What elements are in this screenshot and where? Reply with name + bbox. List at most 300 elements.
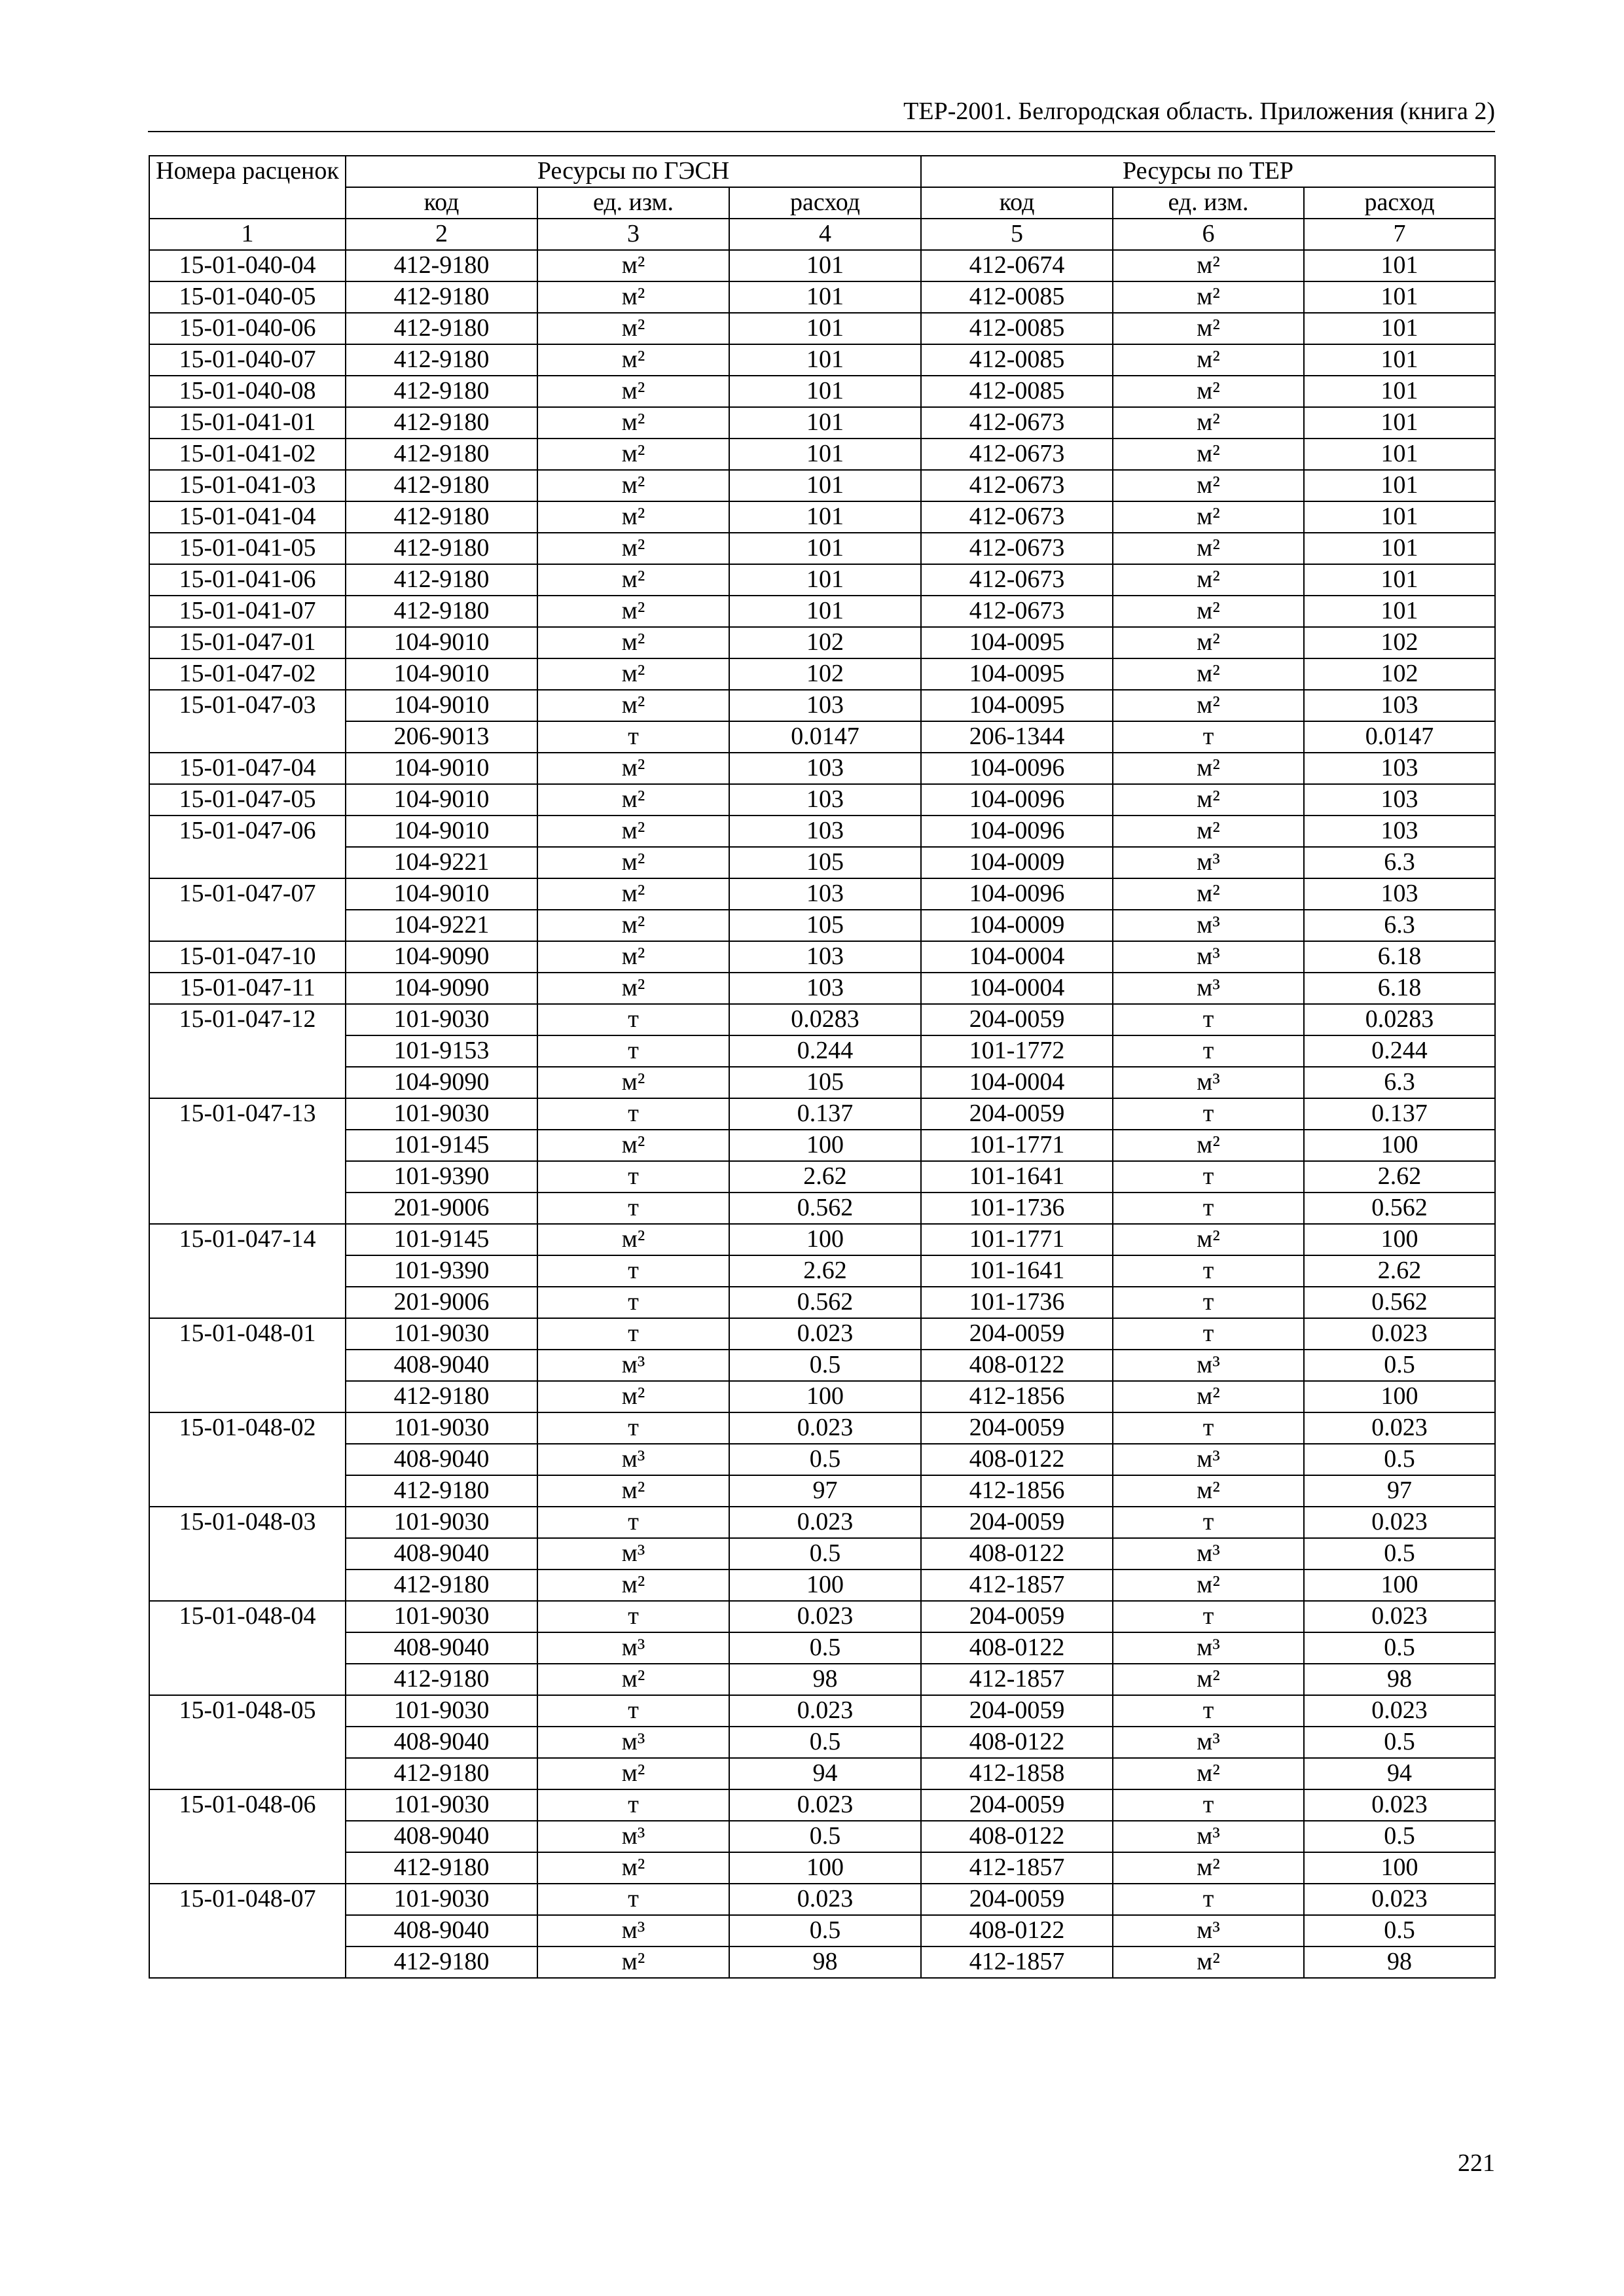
table-row: [149, 658, 1495, 690]
gesn-code-cell: 408-9040: [346, 1821, 537, 1852]
gesn-code-cell: 412-9180: [346, 1475, 537, 1507]
table-row: [149, 847, 1495, 878]
ter-code-cell: 104-0009: [921, 910, 1113, 941]
gesn-unit-cell: м²: [537, 753, 729, 784]
gesn-unit-cell: т: [537, 1035, 729, 1067]
column-number: 7: [1304, 219, 1495, 250]
ter-consumption-cell: 0.5: [1304, 1915, 1495, 1946]
table-row: [149, 1601, 1495, 1632]
ter-code-cell: 206-1344: [921, 721, 1113, 753]
table-row: [149, 941, 1495, 973]
gesn-code-cell: 101-9390: [346, 1255, 537, 1287]
gesn-code-cell: 408-9040: [346, 1915, 537, 1946]
ter-consumption-cell: 97: [1304, 1475, 1495, 1507]
ter-unit-cell: т: [1113, 1098, 1304, 1130]
ter-code-cell: 412-0673: [921, 533, 1113, 564]
table-row: [149, 1287, 1495, 1318]
gesn-code-cell: 412-9180: [346, 344, 537, 376]
ter-consumption-cell: 101: [1304, 439, 1495, 470]
column-number: 3: [537, 219, 729, 250]
gesn-consumption-cell: 0.5: [729, 1727, 921, 1758]
gesn-consumption-cell: 0.137: [729, 1098, 921, 1130]
ter-consumption-cell: 0.0283: [1304, 1004, 1495, 1035]
ter-consumption-cell: 2.62: [1304, 1161, 1495, 1193]
gesn-unit-cell: т: [537, 1601, 729, 1632]
table-row: [149, 910, 1495, 941]
gesn-unit-cell: м²: [537, 596, 729, 627]
ter-unit-cell: м²: [1113, 816, 1304, 847]
page-number: 221: [1458, 2149, 1495, 2177]
gesn-consumption-cell: 97: [729, 1475, 921, 1507]
gesn-code-cell: 408-9040: [346, 1350, 537, 1381]
page-header-title: ТЕР-2001. Белгородская область. Приложения (книга 2): [903, 98, 1495, 125]
rate-number-cell: [149, 910, 346, 941]
rate-number-cell: [149, 1538, 346, 1570]
ter-consumption-cell: 0.5: [1304, 1821, 1495, 1852]
gesn-consumption-cell: 105: [729, 847, 921, 878]
rate-number-cell: 15-01-047-12: [149, 1004, 346, 1035]
ter-unit-cell: м³: [1113, 847, 1304, 878]
header-rate-numbers: Номера расценок: [149, 156, 346, 219]
rate-number-cell: 15-01-047-11: [149, 973, 346, 1004]
ter-code-cell: 412-0085: [921, 344, 1113, 376]
ter-code-cell: 412-1856: [921, 1381, 1113, 1412]
rate-number-cell: 15-01-047-02: [149, 658, 346, 690]
ter-code-cell: 412-0673: [921, 470, 1113, 501]
ter-consumption-cell: 0.023: [1304, 1318, 1495, 1350]
rate-number-cell: [149, 1444, 346, 1475]
table-row: [149, 501, 1495, 533]
ter-unit-cell: т: [1113, 1695, 1304, 1727]
gesn-unit-cell: м²: [537, 313, 729, 344]
gesn-unit-cell: м²: [537, 439, 729, 470]
gesn-unit-cell: м³: [537, 1915, 729, 1946]
ter-consumption-cell: 103: [1304, 878, 1495, 910]
gesn-code-cell: 412-9180: [346, 501, 537, 533]
gesn-consumption-cell: 100: [729, 1224, 921, 1255]
rate-number-cell: 15-01-040-04: [149, 250, 346, 281]
gesn-consumption-cell: 100: [729, 1130, 921, 1161]
gesn-code-cell: 101-9030: [346, 1004, 537, 1035]
ter-code-cell: 412-1857: [921, 1946, 1113, 1978]
ter-consumption-cell: 101: [1304, 376, 1495, 407]
ter-consumption-cell: 0.5: [1304, 1538, 1495, 1570]
gesn-unit-cell: м²: [537, 533, 729, 564]
gesn-unit-cell: м²: [537, 281, 729, 313]
gesn-code-cell: 104-9010: [346, 784, 537, 816]
ter-consumption-cell: 2.62: [1304, 1255, 1495, 1287]
gesn-consumption-cell: 0.023: [729, 1507, 921, 1538]
gesn-code-cell: 101-9145: [346, 1224, 537, 1255]
ter-code-cell: 204-0059: [921, 1412, 1113, 1444]
ter-unit-cell: м³: [1113, 1538, 1304, 1570]
ter-unit-cell: м²: [1113, 596, 1304, 627]
gesn-code-cell: 101-9145: [346, 1130, 537, 1161]
ter-consumption-cell: 0.562: [1304, 1193, 1495, 1224]
ter-code-cell: 412-0673: [921, 501, 1113, 533]
ter-consumption-cell: 103: [1304, 753, 1495, 784]
ter-code-cell: 412-0085: [921, 376, 1113, 407]
gesn-code-cell: 101-9030: [346, 1507, 537, 1538]
resources-table: [149, 155, 1496, 1979]
ter-consumption-cell: 0.0147: [1304, 721, 1495, 753]
ter-unit-cell: м²: [1113, 1664, 1304, 1695]
ter-code-cell: 104-0096: [921, 753, 1113, 784]
ter-consumption-cell: 101: [1304, 501, 1495, 533]
gesn-code-cell: 412-9180: [346, 1852, 537, 1884]
gesn-consumption-cell: 0.5: [729, 1915, 921, 1946]
rate-number-cell: 15-01-040-06: [149, 313, 346, 344]
ter-code-cell: 408-0122: [921, 1727, 1113, 1758]
ter-code-cell: 412-1857: [921, 1852, 1113, 1884]
table-row: [149, 784, 1495, 816]
gesn-unit-cell: м²: [537, 564, 729, 596]
gesn-consumption-cell: 0.5: [729, 1632, 921, 1664]
gesn-unit-cell: м²: [537, 784, 729, 816]
gesn-code-cell: 412-9180: [346, 281, 537, 313]
ter-consumption-cell: 6.3: [1304, 847, 1495, 878]
table-row: [149, 1789, 1495, 1821]
ter-unit-cell: м²: [1113, 1570, 1304, 1601]
table-row: [149, 1444, 1495, 1475]
table-row: [149, 439, 1495, 470]
ter-code-cell: 204-0059: [921, 1318, 1113, 1350]
rate-number-cell: 15-01-041-02: [149, 439, 346, 470]
table-head: [149, 156, 1495, 250]
gesn-consumption-cell: 0.023: [729, 1695, 921, 1727]
gesn-consumption-cell: 0.0283: [729, 1004, 921, 1035]
table-row: [149, 1915, 1495, 1946]
ter-consumption-cell: 101: [1304, 250, 1495, 281]
gesn-unit-cell: м²: [537, 1224, 729, 1255]
rate-number-cell: [149, 721, 346, 753]
ter-unit-cell: м²: [1113, 1475, 1304, 1507]
table-row: [149, 533, 1495, 564]
rate-number-cell: [149, 1852, 346, 1884]
ter-unit-cell: м²: [1113, 1758, 1304, 1789]
ter-unit-cell: м²: [1113, 878, 1304, 910]
ter-unit-cell: м²: [1113, 533, 1304, 564]
table-row: [149, 1946, 1495, 1978]
gesn-unit-cell: м³: [537, 1632, 729, 1664]
ter-consumption-cell: 6.18: [1304, 973, 1495, 1004]
gesn-unit-cell: м²: [537, 690, 729, 721]
rate-number-cell: [149, 1130, 346, 1161]
ter-code-cell: 101-1772: [921, 1035, 1113, 1067]
ter-code-cell: 412-1857: [921, 1664, 1113, 1695]
table-row: [149, 1695, 1495, 1727]
rate-number-cell: [149, 1161, 346, 1193]
table-row: [149, 1318, 1495, 1350]
gesn-unit-cell: т: [537, 721, 729, 753]
gesn-consumption-cell: 0.5: [729, 1538, 921, 1570]
ter-code-cell: 204-0059: [921, 1507, 1113, 1538]
ter-unit-cell: т: [1113, 1601, 1304, 1632]
rate-number-cell: 15-01-047-14: [149, 1224, 346, 1255]
gesn-unit-cell: м²: [537, 407, 729, 439]
gesn-code-cell: 104-9010: [346, 627, 537, 658]
ter-consumption-cell: 0.023: [1304, 1601, 1495, 1632]
ter-code-cell: 104-0004: [921, 1067, 1113, 1098]
gesn-unit-cell: м²: [537, 470, 729, 501]
gesn-code-cell: 101-9030: [346, 1789, 537, 1821]
gesn-unit-cell: т: [537, 1161, 729, 1193]
ter-code-cell: 204-0059: [921, 1789, 1113, 1821]
gesn-code-cell: 412-9180: [346, 376, 537, 407]
column-number: 1: [149, 219, 346, 250]
ter-unit-cell: м³: [1113, 910, 1304, 941]
rate-number-cell: 15-01-041-07: [149, 596, 346, 627]
gesn-consumption-cell: 101: [729, 564, 921, 596]
ter-consumption-cell: 0.137: [1304, 1098, 1495, 1130]
ter-unit-cell: м²: [1113, 784, 1304, 816]
gesn-consumption-cell: 101: [729, 376, 921, 407]
rate-number-cell: [149, 1570, 346, 1601]
ter-unit-cell: м³: [1113, 1632, 1304, 1664]
table-row: [149, 1852, 1495, 1884]
ter-consumption-cell: 0.023: [1304, 1884, 1495, 1915]
gesn-code-cell: 101-9030: [346, 1884, 537, 1915]
rate-number-cell: 15-01-047-05: [149, 784, 346, 816]
gesn-unit-cell: м³: [537, 1821, 729, 1852]
column-number: 4: [729, 219, 921, 250]
ter-code-cell: 408-0122: [921, 1350, 1113, 1381]
ter-consumption-cell: 0.023: [1304, 1695, 1495, 1727]
gesn-unit-cell: м²: [537, 658, 729, 690]
table-row: [149, 1193, 1495, 1224]
ter-unit-cell: т: [1113, 1035, 1304, 1067]
ter-code-cell: 204-0059: [921, 1601, 1113, 1632]
gesn-unit-cell: м²: [537, 1067, 729, 1098]
gesn-code-cell: 101-9030: [346, 1412, 537, 1444]
gesn-consumption-cell: 101: [729, 439, 921, 470]
ter-unit-cell: т: [1113, 1789, 1304, 1821]
ter-consumption-cell: 98: [1304, 1664, 1495, 1695]
gesn-unit-cell: м²: [537, 816, 729, 847]
ter-unit-cell: т: [1113, 1255, 1304, 1287]
gesn-consumption-cell: 103: [729, 941, 921, 973]
ter-consumption-cell: 102: [1304, 658, 1495, 690]
gesn-code-cell: 104-9090: [346, 941, 537, 973]
rate-number-cell: [149, 1821, 346, 1852]
ter-unit-cell: т: [1113, 1004, 1304, 1035]
gesn-consumption-cell: 101: [729, 313, 921, 344]
rate-number-cell: [149, 1946, 346, 1978]
table-row: [149, 564, 1495, 596]
gesn-code-cell: 101-9030: [346, 1695, 537, 1727]
gesn-unit-cell: м²: [537, 910, 729, 941]
gesn-code-cell: 408-9040: [346, 1444, 537, 1475]
table-row: [149, 1475, 1495, 1507]
rate-number-cell: [149, 1255, 346, 1287]
gesn-unit-cell: м²: [537, 847, 729, 878]
rate-number-cell: 15-01-041-01: [149, 407, 346, 439]
ter-code-cell: 408-0122: [921, 1821, 1113, 1852]
gesn-unit-cell: т: [537, 1193, 729, 1224]
gesn-code-cell: 101-9030: [346, 1098, 537, 1130]
rate-number-cell: 15-01-047-07: [149, 878, 346, 910]
rate-number-cell: 15-01-040-05: [149, 281, 346, 313]
rate-number-cell: [149, 847, 346, 878]
gesn-consumption-cell: 103: [729, 973, 921, 1004]
gesn-unit-cell: т: [537, 1507, 729, 1538]
ter-consumption-cell: 0.023: [1304, 1789, 1495, 1821]
gesn-code-cell: 104-9010: [346, 878, 537, 910]
ter-code-cell: 104-0004: [921, 941, 1113, 973]
ter-code-cell: 101-1771: [921, 1224, 1113, 1255]
table-row: [149, 1412, 1495, 1444]
table-row: [149, 1664, 1495, 1695]
ter-unit-cell: м²: [1113, 1946, 1304, 1978]
ter-unit-cell: м³: [1113, 1821, 1304, 1852]
gesn-code-cell: 101-9390: [346, 1161, 537, 1193]
ter-consumption-cell: 0.5: [1304, 1444, 1495, 1475]
ter-code-cell: 204-0059: [921, 1695, 1113, 1727]
gesn-unit-cell: м²: [537, 1664, 729, 1695]
header-ter-code: код: [921, 187, 1113, 219]
table-row: [149, 753, 1495, 784]
gesn-consumption-cell: 0.023: [729, 1318, 921, 1350]
ter-code-cell: 204-0059: [921, 1098, 1113, 1130]
gesn-consumption-cell: 0.562: [729, 1193, 921, 1224]
gesn-consumption-cell: 101: [729, 501, 921, 533]
gesn-consumption-cell: 103: [729, 878, 921, 910]
gesn-consumption-cell: 0.5: [729, 1821, 921, 1852]
gesn-code-cell: 104-9221: [346, 910, 537, 941]
header-gesn-consumption: расход: [729, 187, 921, 219]
ter-code-cell: 104-0095: [921, 690, 1113, 721]
ter-consumption-cell: 0.023: [1304, 1507, 1495, 1538]
gesn-consumption-cell: 105: [729, 1067, 921, 1098]
gesn-consumption-cell: 0.023: [729, 1412, 921, 1444]
ter-consumption-cell: 0.5: [1304, 1727, 1495, 1758]
ter-unit-cell: т: [1113, 1884, 1304, 1915]
ter-unit-cell: т: [1113, 1287, 1304, 1318]
ter-code-cell: 101-1736: [921, 1193, 1113, 1224]
gesn-code-cell: 104-9010: [346, 816, 537, 847]
ter-code-cell: 412-0673: [921, 407, 1113, 439]
ter-unit-cell: м³: [1113, 973, 1304, 1004]
ter-consumption-cell: 101: [1304, 313, 1495, 344]
gesn-code-cell: 412-9180: [346, 596, 537, 627]
table-row: [149, 1727, 1495, 1758]
gesn-code-cell: 412-9180: [346, 1946, 537, 1978]
ter-code-cell: 412-0674: [921, 250, 1113, 281]
table-row: [149, 407, 1495, 439]
rate-number-cell: 15-01-047-13: [149, 1098, 346, 1130]
gesn-unit-cell: м²: [537, 1130, 729, 1161]
header-group-gesn: Ресурсы по ГЭСН: [346, 156, 921, 187]
ter-unit-cell: м²: [1113, 470, 1304, 501]
table-row: [149, 1130, 1495, 1161]
rate-number-cell: 15-01-040-07: [149, 344, 346, 376]
ter-consumption-cell: 101: [1304, 596, 1495, 627]
ter-code-cell: 412-0673: [921, 564, 1113, 596]
gesn-consumption-cell: 0.244: [729, 1035, 921, 1067]
ter-unit-cell: м³: [1113, 1727, 1304, 1758]
ter-unit-cell: м²: [1113, 690, 1304, 721]
table-row: [149, 1067, 1495, 1098]
ter-unit-cell: м²: [1113, 250, 1304, 281]
gesn-unit-cell: м²: [537, 344, 729, 376]
gesn-unit-cell: т: [537, 1884, 729, 1915]
gesn-unit-cell: м³: [537, 1727, 729, 1758]
ter-code-cell: 101-1641: [921, 1255, 1113, 1287]
gesn-unit-cell: т: [537, 1255, 729, 1287]
gesn-unit-cell: т: [537, 1004, 729, 1035]
ter-code-cell: 104-0095: [921, 658, 1113, 690]
rate-number-cell: 15-01-047-04: [149, 753, 346, 784]
ter-consumption-cell: 0.562: [1304, 1287, 1495, 1318]
table-row: [149, 344, 1495, 376]
table-row: [149, 627, 1495, 658]
ter-code-cell: 408-0122: [921, 1538, 1113, 1570]
ter-unit-cell: м²: [1113, 627, 1304, 658]
gesn-consumption-cell: 101: [729, 533, 921, 564]
table-row: [149, 878, 1495, 910]
gesn-code-cell: 412-9180: [346, 1381, 537, 1412]
ter-code-cell: 408-0122: [921, 1915, 1113, 1946]
rate-number-cell: 15-01-040-08: [149, 376, 346, 407]
ter-consumption-cell: 0.244: [1304, 1035, 1495, 1067]
ter-unit-cell: м²: [1113, 1130, 1304, 1161]
gesn-consumption-cell: 0.0147: [729, 721, 921, 753]
ter-code-cell: 104-0095: [921, 627, 1113, 658]
gesn-code-cell: 408-9040: [346, 1632, 537, 1664]
gesn-consumption-cell: 100: [729, 1852, 921, 1884]
gesn-code-cell: 412-9180: [346, 1758, 537, 1789]
rate-number-cell: [149, 1915, 346, 1946]
table-row: [149, 1350, 1495, 1381]
table-row: [149, 816, 1495, 847]
gesn-unit-cell: м²: [537, 1852, 729, 1884]
gesn-code-cell: 412-9180: [346, 533, 537, 564]
ter-consumption-cell: 98: [1304, 1946, 1495, 1978]
table-row: [149, 1570, 1495, 1601]
rate-number-cell: [149, 1727, 346, 1758]
ter-unit-cell: м²: [1113, 658, 1304, 690]
table-row: [149, 1632, 1495, 1664]
ter-code-cell: 104-0004: [921, 973, 1113, 1004]
gesn-consumption-cell: 2.62: [729, 1255, 921, 1287]
ter-code-cell: 412-0085: [921, 313, 1113, 344]
gesn-code-cell: 412-9180: [346, 1570, 537, 1601]
ter-consumption-cell: 100: [1304, 1224, 1495, 1255]
ter-consumption-cell: 101: [1304, 281, 1495, 313]
gesn-unit-cell: м³: [537, 1538, 729, 1570]
ter-code-cell: 104-0009: [921, 847, 1113, 878]
table-row: [149, 1381, 1495, 1412]
gesn-consumption-cell: 100: [729, 1570, 921, 1601]
rate-number-cell: 15-01-048-02: [149, 1412, 346, 1444]
ter-consumption-cell: 0.023: [1304, 1412, 1495, 1444]
gesn-unit-cell: м²: [537, 1570, 729, 1601]
gesn-consumption-cell: 102: [729, 627, 921, 658]
ter-code-cell: 101-1771: [921, 1130, 1113, 1161]
rate-number-cell: 15-01-048-06: [149, 1789, 346, 1821]
gesn-unit-cell: т: [537, 1789, 729, 1821]
rate-number-cell: 15-01-048-01: [149, 1318, 346, 1350]
rate-number-cell: [149, 1193, 346, 1224]
ter-unit-cell: м²: [1113, 281, 1304, 313]
rate-number-cell: 15-01-041-04: [149, 501, 346, 533]
gesn-unit-cell: м²: [537, 1475, 729, 1507]
gesn-consumption-cell: 0.562: [729, 1287, 921, 1318]
gesn-code-cell: 201-9006: [346, 1287, 537, 1318]
header-gesn-code: код: [346, 187, 537, 219]
gesn-consumption-cell: 0.023: [729, 1601, 921, 1632]
table-row: [149, 690, 1495, 721]
